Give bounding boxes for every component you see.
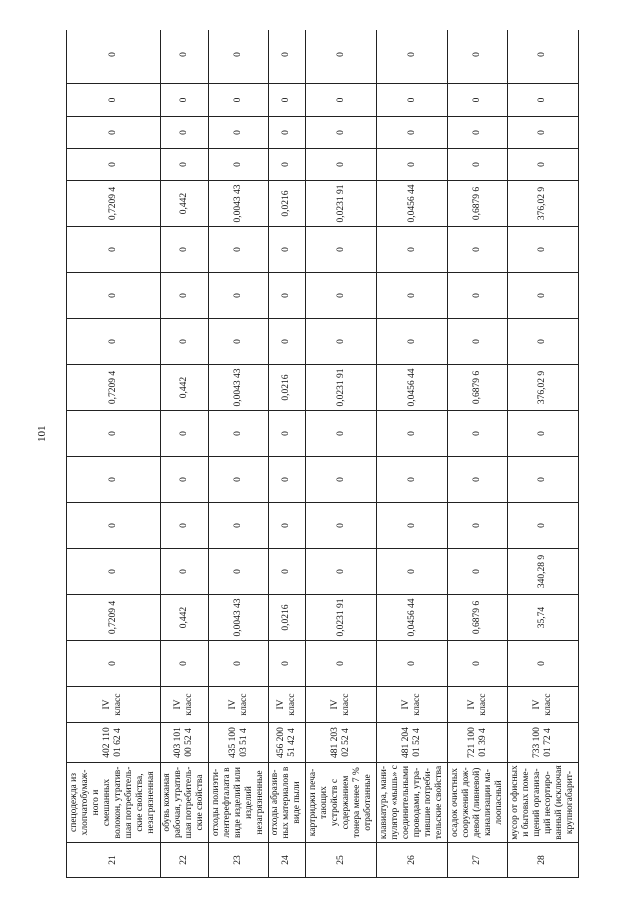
value-cell: 0 xyxy=(160,319,208,365)
waste-name-cell: мусор от офисных и бытовых поме-щений организа-ций несортиро-ванный (исключая крупногабарит- xyxy=(507,763,578,843)
hazard-class-cell: IV класс xyxy=(507,687,578,723)
value-cell: 0 xyxy=(268,227,305,273)
value-cell: 0 xyxy=(448,30,508,84)
value-cell: 0 xyxy=(507,117,578,149)
value-cell: 0 xyxy=(448,319,508,365)
value-cell: 0 xyxy=(160,227,208,273)
value-cell: 0 xyxy=(507,457,578,503)
value-cell: 0 xyxy=(160,149,208,181)
fkko-code-cell: 456 200 51 42 4 xyxy=(268,723,305,763)
hazard-class-cell: IV класс xyxy=(377,687,448,723)
value-cell: 0 xyxy=(448,117,508,149)
hazard-class-cell: IV класс xyxy=(209,687,269,723)
value-cell: 0 xyxy=(377,30,448,84)
value-cell: 0,442 xyxy=(160,181,208,227)
value-cell: 0 xyxy=(507,149,578,181)
value-cell: 0 xyxy=(209,117,269,149)
value-cell: 0,6879 6 xyxy=(448,181,508,227)
table-row xyxy=(209,30,269,878)
value-cell: 0 xyxy=(507,641,578,687)
table-wrap xyxy=(66,30,579,878)
fkko-code-cell: 435 100 03 51 4 xyxy=(209,723,269,763)
table-row xyxy=(305,30,376,878)
value-cell: 0 xyxy=(507,319,578,365)
value-cell: 0,0456 44 xyxy=(377,181,448,227)
value-cell: 0 xyxy=(305,641,376,687)
value-cell: 0 xyxy=(209,273,269,319)
value-cell: 0 xyxy=(305,457,376,503)
value-cell: 0 xyxy=(160,549,208,595)
value-cell: 376,02 9 xyxy=(507,181,578,227)
value-cell: 0 xyxy=(67,503,161,549)
value-cell: 0 xyxy=(305,319,376,365)
value-cell: 340,28 9 xyxy=(507,549,578,595)
waste-name-cell: клавиатура, мани-пулятор «мышь» с соединительными проводами, утра-тившие потреби-тельские свойства xyxy=(377,763,448,843)
value-cell: 0 xyxy=(377,227,448,273)
value-cell: 0 xyxy=(67,227,161,273)
value-cell: 0 xyxy=(448,503,508,549)
value-cell: 0 xyxy=(305,273,376,319)
value-cell: 0 xyxy=(305,84,376,117)
row-number-cell: 26 xyxy=(377,843,448,878)
value-cell: 0 xyxy=(305,117,376,149)
fkko-code-cell: 402 110 01 62 4 xyxy=(67,723,161,763)
row-number-cell: 27 xyxy=(448,843,508,878)
fkko-code-cell: 721 100 01 39 4 xyxy=(448,723,508,763)
value-cell: 0 xyxy=(377,503,448,549)
value-cell: 0 xyxy=(507,503,578,549)
value-cell: 0 xyxy=(160,30,208,84)
value-cell: 0,6879 6 xyxy=(448,365,508,411)
value-cell: 0 xyxy=(160,84,208,117)
waste-name-cell: отходы полиэти-лентерефталата в виде изделий или изделий незагрязненные xyxy=(209,763,269,843)
waste-name-cell: спецодежда из хлопчатобумаж-ного и смешанных волокон, утратив-шая потребитель-ские свойства, незагрязненная xyxy=(67,763,161,843)
value-cell: 0 xyxy=(160,117,208,149)
value-cell: 0 xyxy=(67,273,161,319)
page-number: 101 xyxy=(36,425,48,442)
value-cell: 0 xyxy=(507,273,578,319)
value-cell: 0 xyxy=(209,227,269,273)
table-row xyxy=(160,30,208,878)
value-cell: 376,02 9 xyxy=(507,365,578,411)
value-cell: 35,74 xyxy=(507,595,578,641)
value-cell: 0,0231 91 xyxy=(305,595,376,641)
row-number-cell: 28 xyxy=(507,843,578,878)
value-cell: 0 xyxy=(377,319,448,365)
value-cell: 0 xyxy=(377,457,448,503)
waste-table xyxy=(66,30,579,878)
value-cell: 0,0231 91 xyxy=(305,181,376,227)
value-cell: 0 xyxy=(209,457,269,503)
value-cell: 0 xyxy=(268,84,305,117)
value-cell: 0 xyxy=(67,319,161,365)
value-cell: 0 xyxy=(268,641,305,687)
value-cell: 0 xyxy=(268,549,305,595)
value-cell: 0 xyxy=(209,641,269,687)
value-cell: 0,0216 xyxy=(268,595,305,641)
value-cell: 0 xyxy=(268,411,305,457)
table-body xyxy=(67,30,579,878)
value-cell: 0 xyxy=(268,149,305,181)
value-cell: 0 xyxy=(377,149,448,181)
value-cell: 0 xyxy=(305,411,376,457)
value-cell: 0 xyxy=(305,227,376,273)
fkko-code-cell: 481 203 02 52 4 xyxy=(305,723,376,763)
value-cell: 0 xyxy=(268,503,305,549)
waste-name-cell: отходы абразив-ных материалов в виде пыли xyxy=(268,763,305,843)
value-cell: 0 xyxy=(377,84,448,117)
value-cell: 0 xyxy=(160,503,208,549)
value-cell: 0,442 xyxy=(160,365,208,411)
hazard-class-cell: IV класс xyxy=(305,687,376,723)
value-cell: 0 xyxy=(377,117,448,149)
value-cell: 0 xyxy=(268,319,305,365)
value-cell: 0 xyxy=(448,411,508,457)
waste-name-cell: обувь кожаная рабочая, утратив-шая потребитель-ские свойства xyxy=(160,763,208,843)
value-cell: 0 xyxy=(67,149,161,181)
hazard-class-cell: IV класс xyxy=(160,687,208,723)
value-cell: 0 xyxy=(209,503,269,549)
value-cell: 0 xyxy=(160,641,208,687)
value-cell: 0 xyxy=(268,30,305,84)
value-cell: 0,0216 xyxy=(268,365,305,411)
value-cell: 0 xyxy=(67,641,161,687)
value-cell: 0,442 xyxy=(160,595,208,641)
value-cell: 0 xyxy=(507,84,578,117)
value-cell: 0 xyxy=(160,273,208,319)
value-cell: 0,7209 4 xyxy=(67,595,161,641)
hazard-class-cell: IV класс xyxy=(448,687,508,723)
value-cell: 0,0456 44 xyxy=(377,365,448,411)
row-number-cell: 25 xyxy=(305,843,376,878)
value-cell: 0 xyxy=(377,273,448,319)
value-cell: 0 xyxy=(67,117,161,149)
value-cell: 0 xyxy=(209,319,269,365)
value-cell: 0,0456 44 xyxy=(377,595,448,641)
value-cell: 0 xyxy=(67,411,161,457)
value-cell: 0 xyxy=(67,84,161,117)
value-cell: 0 xyxy=(507,227,578,273)
value-cell: 0,0043 43 xyxy=(209,181,269,227)
table-row xyxy=(67,30,161,878)
value-cell: 0 xyxy=(448,549,508,595)
value-cell: 0,6879 6 xyxy=(448,595,508,641)
value-cell: 0 xyxy=(160,457,208,503)
hazard-class-cell: IV класс xyxy=(67,687,161,723)
value-cell: 0,0231 91 xyxy=(305,365,376,411)
value-cell: 0 xyxy=(209,84,269,117)
value-cell: 0 xyxy=(377,411,448,457)
value-cell: 0 xyxy=(448,149,508,181)
row-number-cell: 22 xyxy=(160,843,208,878)
value-cell: 0 xyxy=(448,227,508,273)
table-row xyxy=(377,30,448,878)
value-cell: 0 xyxy=(448,641,508,687)
value-cell: 0 xyxy=(507,411,578,457)
value-cell: 0,0216 xyxy=(268,181,305,227)
value-cell: 0 xyxy=(377,549,448,595)
fkko-code-cell: 481 204 01 52 4 xyxy=(377,723,448,763)
value-cell: 0 xyxy=(209,549,269,595)
value-cell: 0,0043 43 xyxy=(209,595,269,641)
value-cell: 0 xyxy=(209,411,269,457)
fkko-code-cell: 733 100 01 72 4 xyxy=(507,723,578,763)
table-row xyxy=(448,30,508,878)
value-cell: 0,7209 4 xyxy=(67,365,161,411)
row-number-cell: 23 xyxy=(209,843,269,878)
table-row xyxy=(268,30,305,878)
value-cell: 0 xyxy=(209,149,269,181)
hazard-class-cell: IV класс xyxy=(268,687,305,723)
rotated-table xyxy=(66,30,579,878)
value-cell: 0 xyxy=(448,457,508,503)
value-cell: 0,7209 4 xyxy=(67,181,161,227)
value-cell: 0 xyxy=(268,117,305,149)
value-cell: 0 xyxy=(448,273,508,319)
value-cell: 0 xyxy=(448,84,508,117)
waste-name-cell: осадок очистных сооружений дож-девой (ливневой) канализации ма-лоопасный xyxy=(448,763,508,843)
value-cell: 0 xyxy=(209,30,269,84)
value-cell: 0 xyxy=(67,30,161,84)
waste-name-cell: картриджи печа-тающих устройств с содержанием тонера менее 7 % отработанные xyxy=(305,763,376,843)
value-cell: 0 xyxy=(160,411,208,457)
value-cell: 0 xyxy=(305,503,376,549)
value-cell: 0 xyxy=(67,457,161,503)
value-cell: 0 xyxy=(67,549,161,595)
row-number-cell: 24 xyxy=(268,843,305,878)
value-cell: 0 xyxy=(377,641,448,687)
value-cell: 0 xyxy=(268,457,305,503)
value-cell: 0,0043 43 xyxy=(209,365,269,411)
value-cell: 0 xyxy=(305,549,376,595)
value-cell: 0 xyxy=(268,273,305,319)
row-number-cell: 21 xyxy=(67,843,161,878)
value-cell: 0 xyxy=(305,30,376,84)
table-row xyxy=(507,30,578,878)
fkko-code-cell: 403 101 00 52 4 xyxy=(160,723,208,763)
value-cell: 0 xyxy=(507,30,578,84)
value-cell: 0 xyxy=(305,149,376,181)
